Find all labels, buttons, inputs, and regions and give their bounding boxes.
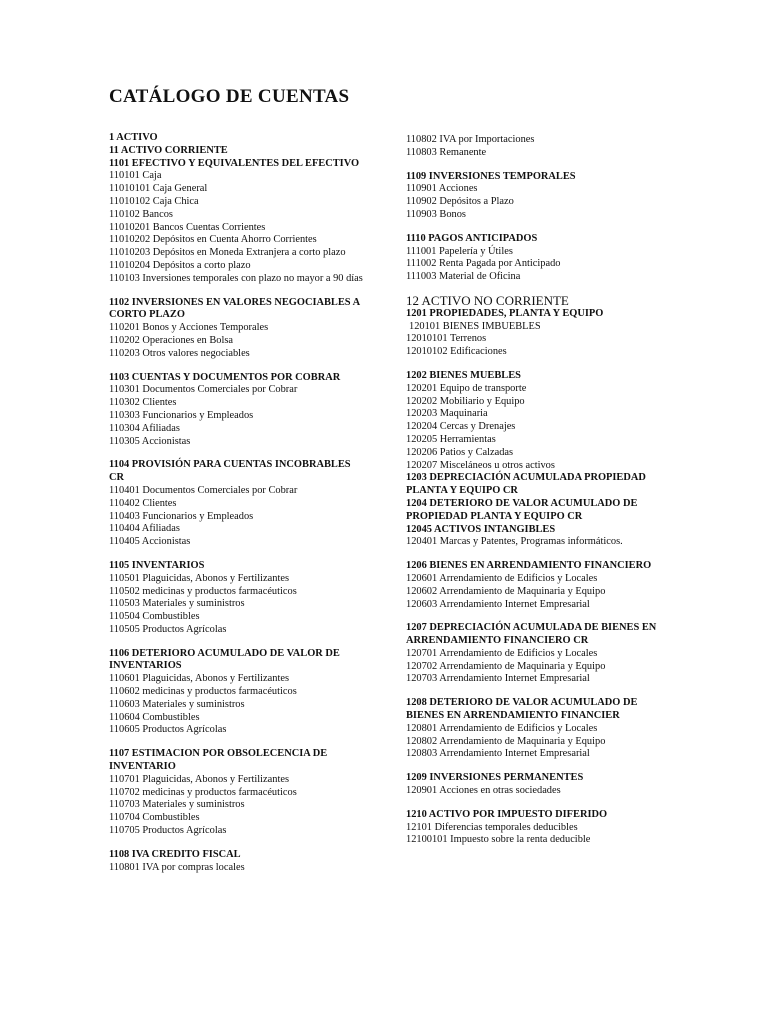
account-heading: 12045 ACTIVOS INTANGIBLES — [406, 523, 556, 535]
account-line: 120701 Arrendamiento de Edificios y Locales — [406, 647, 598, 659]
account-line: 110701 Plaguicidas, Abonos y Fertilizantes — [109, 773, 289, 785]
account-line: 120601 Arrendamiento de Edificios y Locales — [406, 572, 598, 584]
account-heading: 1110 PAGOS ANTICIPADOS — [406, 232, 538, 244]
account-line: 110404 Afiliadas — [109, 523, 180, 535]
account-line: 110605 Productos Agrícolas — [109, 724, 227, 736]
account-line: 110203 Otros valores negociables — [109, 347, 250, 359]
account-line: 120702 Arrendamiento de Maquinaria y Equipo — [406, 660, 606, 672]
account-line: 110601 Plaguicidas, Abonos y Fertilizantes — [109, 673, 289, 685]
account-line: 110803 Remanente — [406, 146, 487, 158]
account-line: 120801 Arrendamiento de Edificios y Locales — [406, 722, 598, 734]
account-heading: 1108 IVA CREDITO FISCAL — [109, 848, 241, 860]
account-line: 120101 BIENES IMBUEBLES — [409, 320, 541, 332]
account-line: 11010102 Caja Chica — [109, 195, 199, 207]
account-line: 110705 Productos Agrícolas — [109, 825, 227, 837]
account-line: 110603 Materiales y suministros — [109, 698, 245, 710]
account-line: 110302 Clientes — [109, 397, 177, 409]
account-line: 110504 Combustibles — [109, 611, 200, 623]
account-line: 11010202 Depósitos en Cuenta Ahorro Corrientes — [109, 234, 317, 246]
account-line: 120901 Acciones en otras sociedades — [406, 785, 561, 797]
account-heading: 1202 BIENES MUEBLES — [406, 369, 521, 381]
account-heading: 1109 INVERSIONES TEMPORALES — [406, 170, 576, 182]
account-heading: 1104 PROVISIÓN PARA CUENTAS INCOBRABLES CR — [109, 459, 351, 484]
account-heading: 1208 DETERIORO DE VALOR ACUMULADO DE BIENES EN ARRENDAMIENTO FINANCIER — [406, 697, 638, 722]
account-heading: 11 ACTIVO CORRIENTE — [109, 144, 228, 156]
account-line: 110305 Accionistas — [109, 435, 191, 447]
account-line: 110103 Inversiones temporales con plazo no mayor a 90 días — [109, 272, 363, 284]
account-heading: 1102 INVERSIONES EN VALORES NEGOCIABLES A CORTO PLAZO — [109, 296, 360, 321]
account-heading: 1206 BIENES EN ARRENDAMIENTO FINANCIERO — [406, 560, 652, 572]
account-line: 110102 Bancos — [109, 208, 173, 220]
account-line: 110802 IVA por Importaciones — [406, 134, 535, 145]
account-line: 110704 Combustibles — [109, 812, 200, 824]
account-line: 110902 Depósitos a Plazo — [406, 196, 514, 208]
account-line: 110702 medicinas y productos farmacéuticos — [109, 786, 297, 798]
account-line: 12010102 Edificaciones — [406, 346, 507, 358]
account-heading: 1210 ACTIVO POR IMPUESTO DIFERIDO — [406, 808, 608, 820]
account-line: 120802 Arrendamiento de Maquinaria y Equipo — [406, 735, 606, 747]
account-heading: 1204 DETERIORO DE VALOR ACUMULADO DE PROPIEDAD PLANTA Y EQUIPO CR — [406, 497, 638, 522]
account-line: 110903 Bonos — [406, 208, 466, 220]
left-column — [109, 132, 364, 874]
account-line: 110304 Afiliadas — [109, 422, 180, 434]
account-line: 120205 Herramientas — [406, 433, 496, 445]
account-line: 110501 Plaguicidas, Abonos y Fertilizantes — [109, 572, 289, 584]
document-title: CATÁLOGO DE CUENTAS — [109, 86, 350, 107]
account-heading: 1207 DEPRECIACIÓN ACUMULADA DE BIENES EN ARRENDAMIENTO FINANCIERO CR — [406, 622, 657, 647]
account-heading: 1105 INVENTARIOS — [109, 559, 205, 571]
account-heading: 1 ACTIVO — [109, 132, 158, 143]
account-line: 12101 Diferencias temporales deducibles — [406, 821, 578, 833]
account-heading: 1103 CUENTAS Y DOCUMENTOS POR COBRAR — [109, 371, 341, 383]
account-line: 110602 medicinas y productos farmacéuticos — [109, 686, 297, 698]
account-line: 120204 Cercas y Drenajes — [406, 421, 516, 433]
account-line: 110901 Acciones — [406, 183, 478, 195]
account-line: 120203 Maquinaria — [406, 408, 488, 420]
account-line: 110402 Clientes — [109, 497, 177, 509]
account-line: 110405 Accionistas — [109, 536, 191, 548]
account-line: 110403 Funcionarios y Empleados — [109, 510, 254, 522]
account-line: 120803 Arrendamiento Internet Empresarial — [406, 748, 590, 760]
section-heading: 12 ACTIVO NO CORRIENTE — [406, 292, 569, 308]
account-line: 110503 Materiales y suministros — [109, 598, 245, 610]
account-line: 11010201 Bancos Cuentas Corrientes — [109, 221, 266, 233]
account-line: 111003 Material de Oficina — [406, 271, 521, 283]
account-line: 110303 Funcionarios y Empleados — [109, 409, 254, 421]
account-line: 110502 medicinas y productos farmacéuticos — [109, 585, 297, 597]
account-line: 110301 Documentos Comerciales por Cobrar — [109, 384, 298, 396]
account-line: 120401 Marcas y Patentes, Programas informáticos. — [406, 536, 623, 548]
account-line: 120703 Arrendamiento Internet Empresarial — [406, 673, 590, 685]
account-line: 11010204 Depósitos a corto plazo — [109, 259, 251, 271]
account-line: 111001 Papelería y Útiles — [406, 245, 513, 257]
account-heading: 1107 ESTIMACION POR OBSOLECENCIA DE INVENTARIO — [109, 748, 328, 773]
account-line: 120603 Arrendamiento Internet Empresarial — [406, 598, 590, 610]
account-line: 11010101 Caja General — [109, 183, 208, 195]
account-line: 110201 Bonos y Acciones Temporales — [109, 322, 269, 334]
right-column — [406, 134, 671, 847]
account-line: 12100101 Impuesto sobre la renta deducible — [406, 834, 591, 846]
account-line: 12010101 Terrenos — [406, 333, 487, 345]
account-heading: 1101 EFECTIVO Y EQUIVALENTES DEL EFECTIVO — [109, 157, 360, 169]
account-line: 120202 Mobiliario y Equipo — [406, 395, 525, 407]
account-line: 110703 Materiales y suministros — [109, 799, 245, 811]
account-line: 110202 Operaciones en Bolsa — [109, 334, 233, 346]
account-line: 110505 Productos Agrícolas — [109, 623, 227, 635]
account-line: 120201 Equipo de transporte — [406, 382, 527, 394]
account-line: 120206 Patios y Calzadas — [406, 446, 514, 458]
account-line: 110801 IVA por compras locales — [109, 861, 245, 873]
account-line: 120602 Arrendamiento de Maquinaria y Equipo — [406, 585, 606, 597]
account-heading: 1106 DETERIORO ACUMULADO DE VALOR DE INVENTARIOS — [109, 647, 340, 672]
account-line: 110101 Caja — [109, 170, 162, 182]
account-line: 120207 Misceláneos u otros activos — [406, 459, 555, 471]
account-heading: 1203 DEPRECIACIÓN ACUMULADA PROPIEDAD PLANTA Y EQUIPO CR — [406, 472, 646, 497]
account-heading: 1209 INVERSIONES PERMANENTES — [406, 772, 584, 784]
account-line: 110401 Documentos Comerciales por Cobrar — [109, 484, 298, 496]
account-line: 11010203 Depósitos en Moneda Extranjera a corto plazo — [109, 247, 346, 259]
account-line: 110604 Combustibles — [109, 711, 200, 723]
account-heading: 1201 PROPIEDADES, PLANTA Y EQUIPO — [406, 307, 604, 319]
account-line: 111002 Renta Pagada por Anticipado — [406, 258, 561, 270]
